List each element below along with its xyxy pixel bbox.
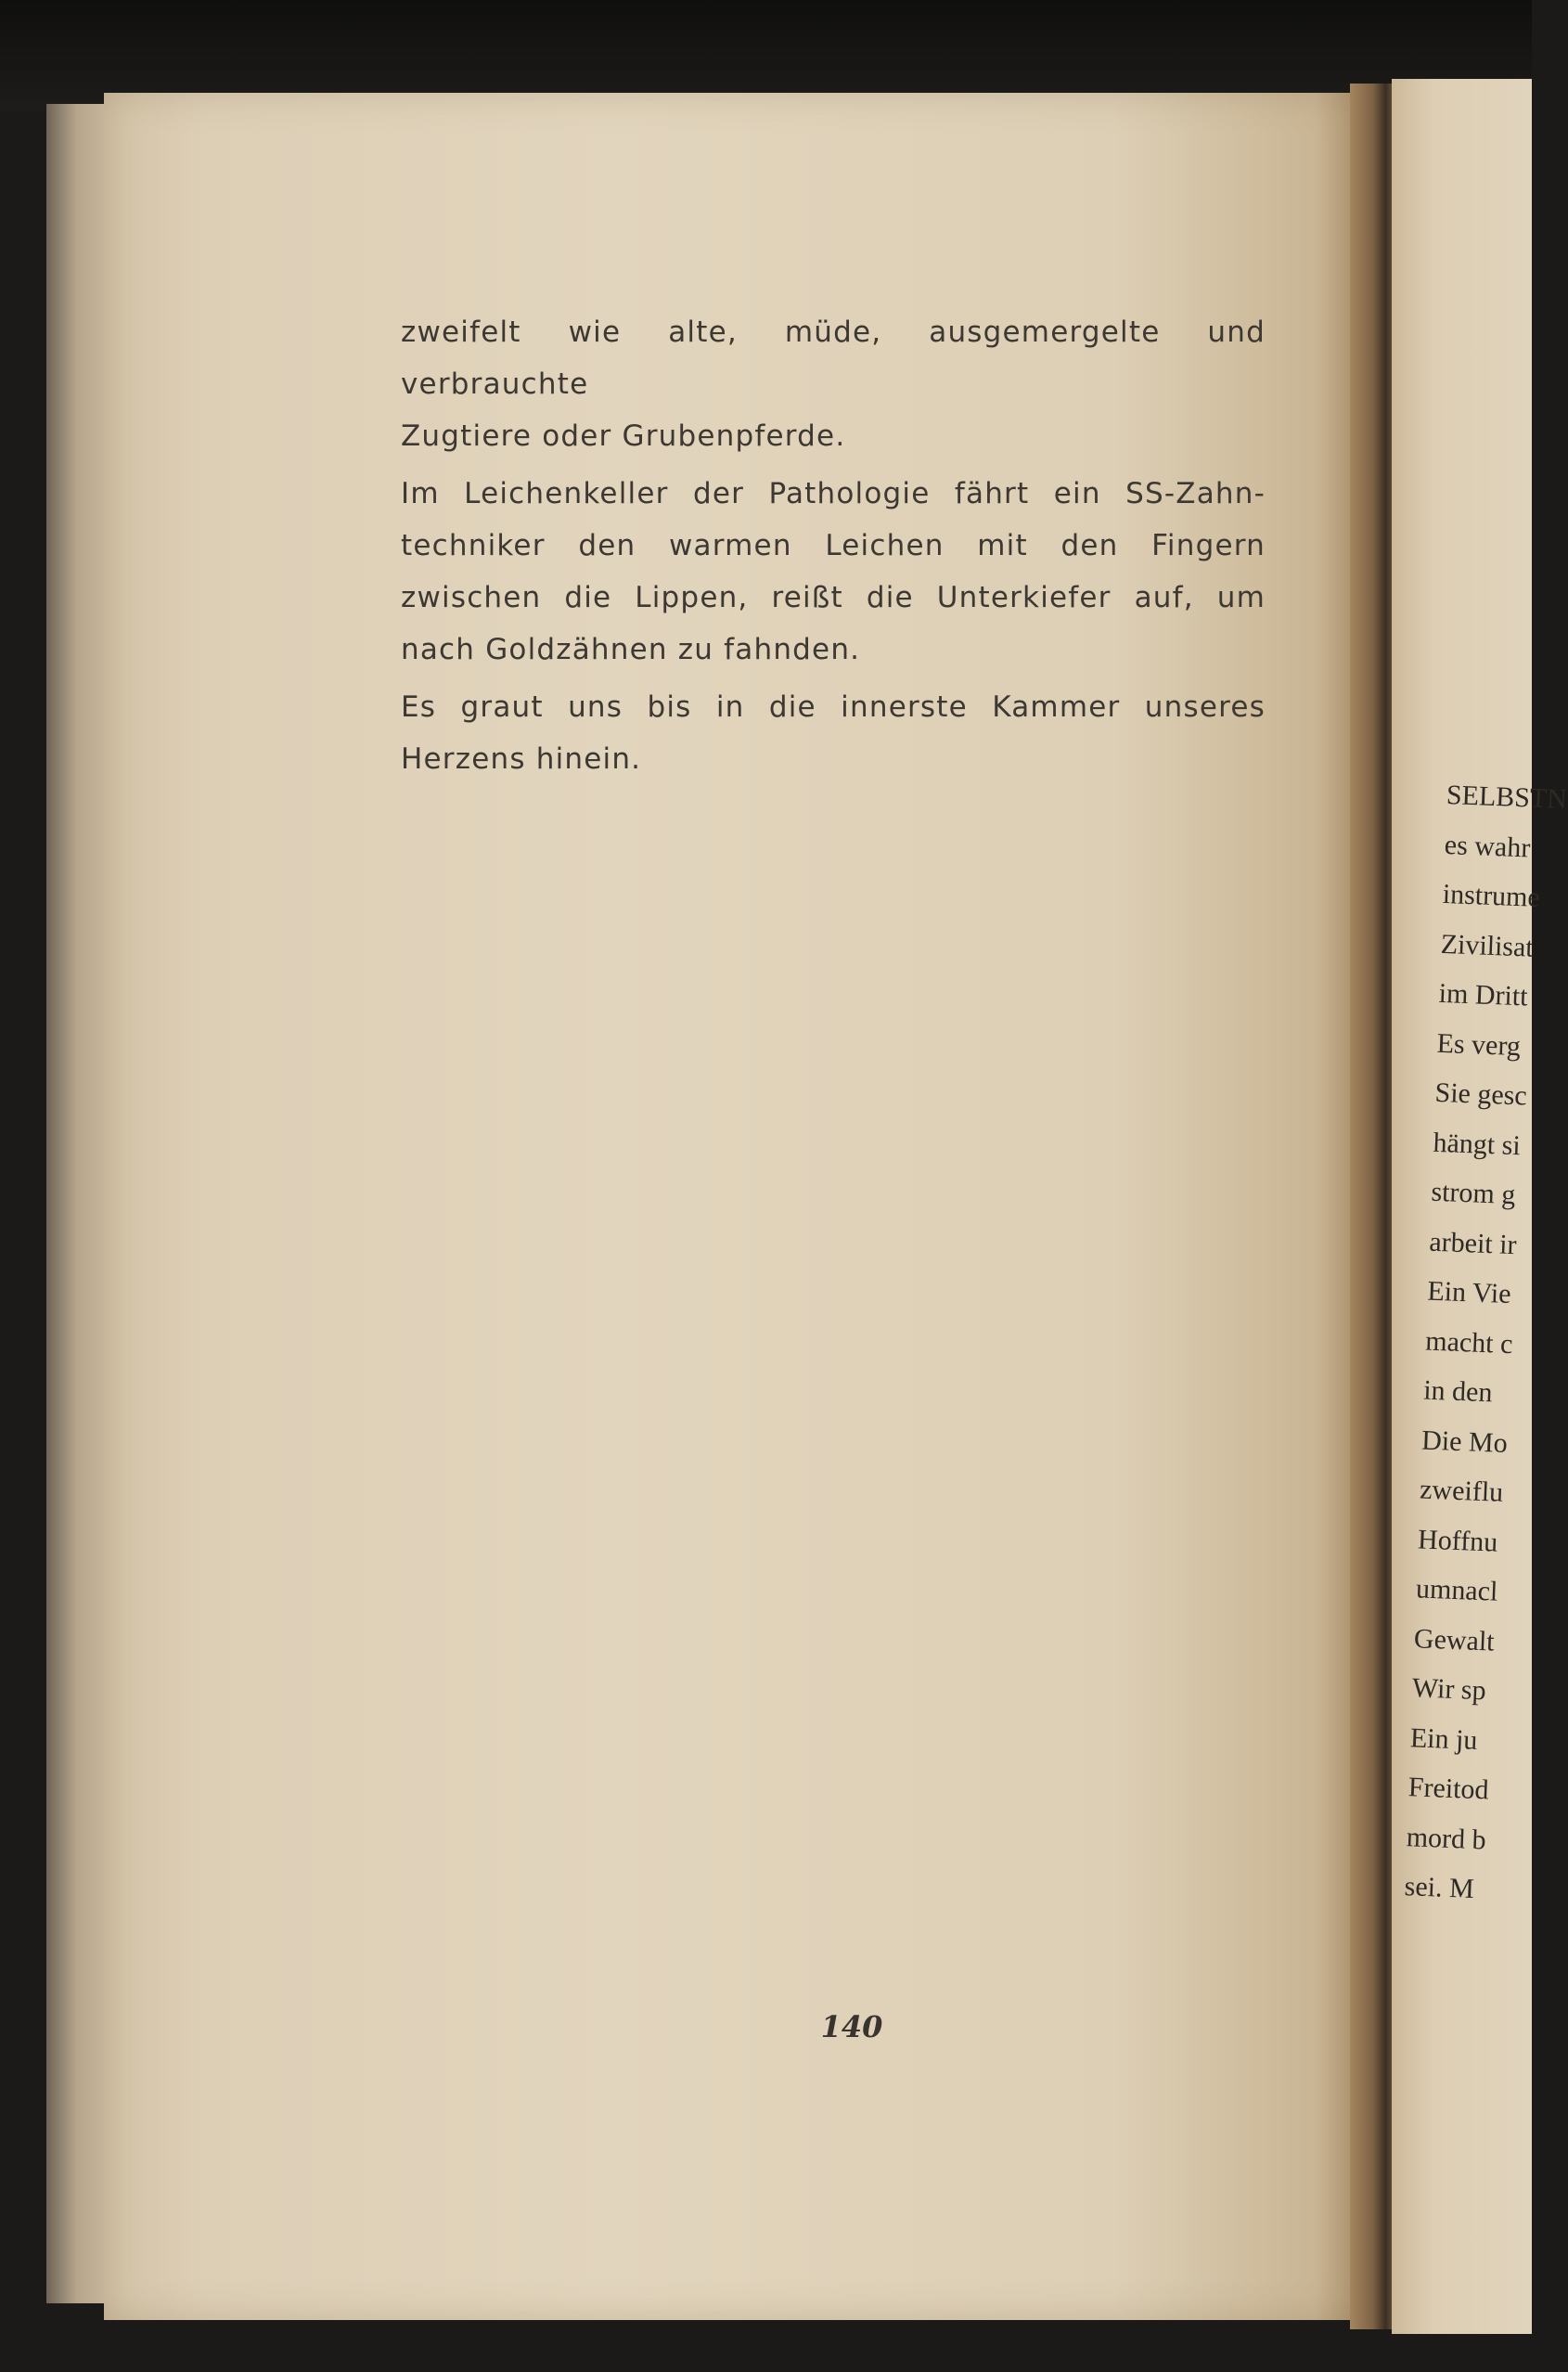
- text-line: zweiflu: [1419, 1474, 1504, 1508]
- text-line: Ein ju: [1409, 1721, 1479, 1756]
- text-line: Sie gesc: [1434, 1076, 1528, 1112]
- text-line: im Dritt: [1438, 977, 1529, 1012]
- text-line: Zivilisat: [1440, 928, 1535, 963]
- left-page-text: [401, 306, 1266, 791]
- text-line: Freitod: [1407, 1772, 1490, 1806]
- text-line: Im Leichenkeller der Pathologie fährt ein SS-Zahn-: [401, 477, 1266, 510]
- text-line: nach Goldzähnen zu fahnden.: [401, 633, 861, 666]
- text-line: mord b: [1406, 1821, 1487, 1855]
- text-line: sei. M: [1404, 1871, 1475, 1904]
- text-line: SELBSTN: [1446, 779, 1568, 815]
- text-line: zweifelt wie alte, müde, ausgemergelte und verbrauchte: [401, 316, 1266, 401]
- text-line: Die Mo: [1420, 1424, 1509, 1459]
- text-line: es wahr: [1444, 829, 1531, 863]
- text-line: Ein Vie: [1426, 1275, 1512, 1310]
- text-line: strom g: [1430, 1176, 1516, 1211]
- text-line: zwischen die Lippen, reißt die Unterkiefer auf, um: [401, 581, 1266, 614]
- text-line: in den: [1422, 1374, 1494, 1409]
- paragraph-1: [401, 306, 1266, 462]
- text-line: macht c: [1424, 1325, 1514, 1360]
- text-line: Zugtiere oder Grubenpferde.: [401, 419, 846, 453]
- paragraph-2: [401, 468, 1266, 676]
- text-line: Gewalt: [1413, 1622, 1496, 1657]
- text-line: Herzens hinein.: [401, 742, 642, 776]
- text-line: Es verg: [1436, 1027, 1522, 1062]
- text-line: umnacl: [1415, 1573, 1499, 1607]
- text-line: Es graut uns bis in die innerste Kammer unseres: [401, 690, 1266, 724]
- text-line: arbeit ir: [1428, 1226, 1518, 1260]
- paragraph-3: [401, 681, 1266, 785]
- text-line: instrume: [1442, 878, 1541, 913]
- text-line: Hoffnu: [1417, 1523, 1498, 1558]
- text-line: techniker den warmen Leichen mit den Fingern: [401, 529, 1266, 562]
- text-line: hängt si: [1432, 1127, 1522, 1161]
- text-line: Wir sp: [1411, 1672, 1487, 1707]
- page-number: 140: [820, 2009, 883, 2044]
